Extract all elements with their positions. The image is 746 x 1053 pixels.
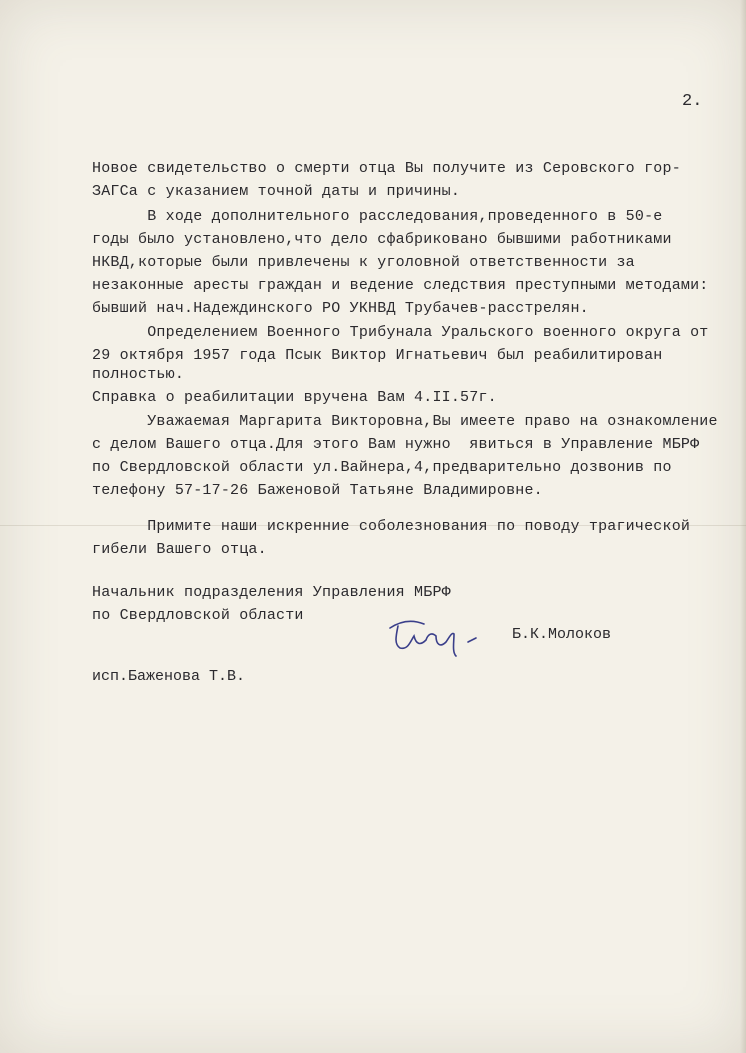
body-line: с делом Вашего отца.Для этого Вам нужно явиться в Управление МБРФ bbox=[92, 436, 700, 453]
body-line: годы было установлено,что дело сфабриковано бывшими работниками bbox=[92, 231, 672, 248]
body-line: Определением Военного Трибунала Уральского военного округа от bbox=[92, 324, 709, 341]
body-line: НКВД,которые были привлечены к уголовной ответственности за bbox=[92, 254, 635, 271]
body-line: В ходе дополнительного расследования,проведенного в 50-е bbox=[92, 208, 663, 225]
body-line: 29 октября 1957 года Псык Виктор Игнатьевич был реабилитирован bbox=[92, 347, 663, 364]
body-line: по Свердловской области ул.Вайнера,4,предварительно дозвонив по bbox=[92, 459, 672, 476]
page-edge-shadow bbox=[740, 0, 746, 1053]
body-line: Уважаемая Маргарита Викторовна,Вы имеете право на ознакомление bbox=[92, 413, 718, 430]
body-line: незаконные аресты граждан и ведение следствия преступными методами: bbox=[92, 277, 709, 294]
executor-line: исп.Баженова Т.В. bbox=[92, 668, 246, 685]
body-line: Новое свидетельство о смерти отца Вы получите из Серовского гор- bbox=[92, 160, 681, 177]
body-line: гибели Вашего отца. bbox=[92, 541, 267, 558]
body-line: телефону 57-17-26 Баженовой Татьяне Владимировне. bbox=[92, 482, 543, 499]
body-line: полностью. bbox=[92, 366, 185, 383]
body-line: ЗАГСа с указанием точной даты и причины. bbox=[92, 183, 461, 200]
body-line: Справка о реабилитации вручена Вам 4.II.57г. bbox=[92, 389, 497, 406]
handwritten-signature bbox=[380, 612, 490, 662]
signer-position-line-1: Начальник подразделения Управления МБРФ bbox=[92, 584, 451, 601]
page-number: 2. bbox=[682, 92, 703, 111]
body-line: Примите наши искренние соболезнования по поводу трагической bbox=[92, 518, 691, 535]
body-line: бывший нач.Надеждинского РО УКНВД Трубачев-расстрелян. bbox=[92, 300, 589, 317]
signer-name: Б.К.Молоков bbox=[512, 626, 612, 643]
signer-position-line-2: по Свердловской области bbox=[92, 607, 304, 624]
